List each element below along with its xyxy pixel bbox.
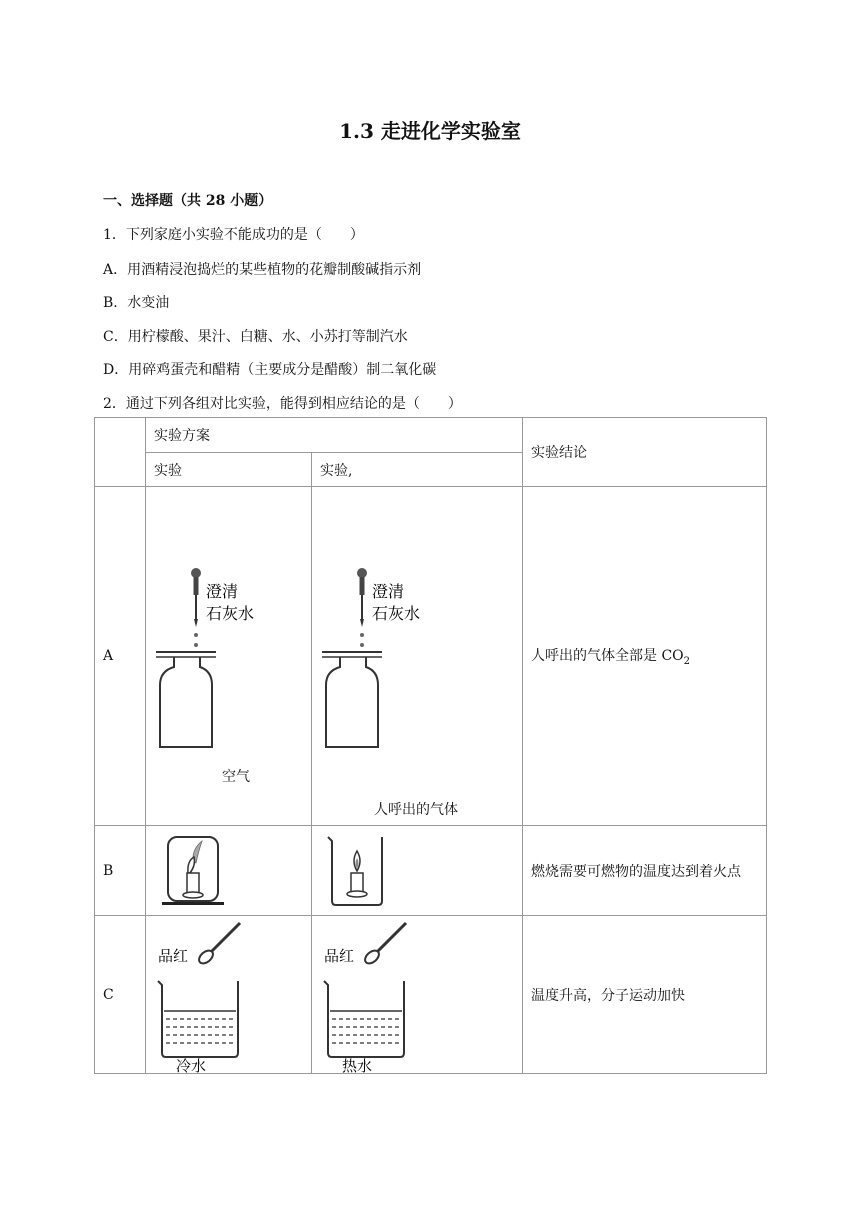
dropper-bottle-air-diagram — [154, 563, 274, 763]
row-b-experiment-1 — [146, 826, 312, 916]
covered-candle-diagram — [154, 831, 234, 911]
header-experiment-2: 实验, — [312, 453, 523, 487]
dropper-label-1: 澄清 — [206, 582, 239, 601]
question-1-option-c: C．用柠檬酸、果汁、白糖、水、小苏打等制汽水 — [103, 329, 408, 345]
question-1-option-d: D．用碎鸡蛋壳和醋精（主要成分是醋酸）制二氧化碳 — [103, 362, 437, 378]
question-1-stem: 1．下列家庭小实验不能成功的是（ ） — [103, 227, 364, 243]
row-c-caption-2: 热水 — [342, 1056, 373, 1073]
dropper-label-1: 澄清 — [372, 582, 405, 601]
row-c-label: C — [95, 916, 146, 1074]
row-b-label: B — [95, 826, 146, 916]
row-b-experiment-2 — [312, 826, 523, 916]
row-a-conclusion-subscript: 2 — [683, 655, 691, 667]
question-2-stem: 2．通过下列各组对比实验，能得到相应结论的是（ ） — [103, 396, 462, 412]
spoon-label: 品红 — [158, 946, 189, 965]
row-c-experiment-1 — [146, 916, 312, 1074]
spoon-beaker-hot-water-diagram — [320, 917, 430, 1073]
row-a-experiment-2 — [312, 487, 523, 826]
row-a-label: A — [95, 487, 146, 826]
row-b-conclusion: 燃烧需要可燃物的温度达到着火点 — [523, 826, 767, 916]
row-a-conclusion — [523, 487, 767, 826]
dropper-bottle-breath-diagram — [320, 563, 440, 763]
beaker-candle-diagram — [320, 831, 400, 911]
header-experiment-1: 实验 — [146, 453, 312, 487]
row-c-caption-1: 冷水 — [176, 1056, 207, 1073]
section-heading: 一、选择题（共 28 小题） — [103, 193, 273, 209]
header-conclusion: 实验结论 — [523, 418, 767, 487]
row-a-experiment-1 — [146, 487, 312, 826]
row-c-experiment-2 — [312, 916, 523, 1074]
page-title: 1.3 走进化学实验室 — [339, 119, 521, 143]
question-1-option-b: B．水变油 — [103, 295, 170, 311]
row-a-conclusion-text: 人呼出的气体全部是 CO — [531, 648, 684, 665]
spoon-beaker-cold-water-diagram — [154, 917, 264, 1073]
header-plan: 实验方案 — [146, 418, 523, 453]
header-blank-cell — [95, 418, 146, 487]
dropper-label-2: 石灰水 — [372, 604, 421, 623]
row-a-caption-1: 空气 — [222, 769, 250, 785]
row-c-conclusion: 温度升高，分子运动加快 — [523, 916, 767, 1074]
question-1-option-a: A．用酒精浸泡捣烂的某些植物的花瓣制酸碱指示剂 — [103, 262, 422, 278]
spoon-label: 品红 — [324, 946, 355, 965]
dropper-label-2: 石灰水 — [206, 604, 255, 623]
experiment-table — [94, 417, 767, 1074]
row-a-caption-2: 人呼出的气体 — [374, 802, 458, 818]
